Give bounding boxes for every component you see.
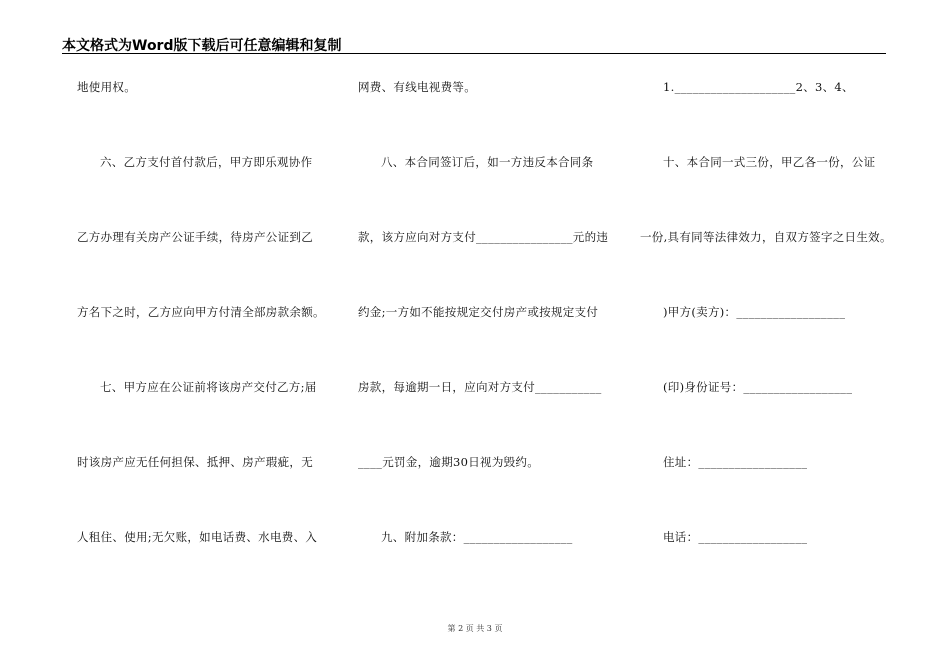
text-line: )甲方(卖方)：__________________ — [663, 305, 846, 319]
text-line: 九、附加条款：__________________ — [381, 530, 573, 544]
text-line: 款，该方应向对方支付________________元的违 — [358, 230, 609, 244]
text-line: 十、本合同一式三份，甲乙各一份，公证 — [663, 155, 876, 169]
text-line: 时该房产应无任何担保、抵押、房产瑕疵，无 — [77, 455, 313, 469]
text-line: 六、乙方支付首付款后，甲方即乐观协作 — [100, 155, 313, 169]
page-header-title: 本文格式为Word版下载后可任意编辑和复制 — [62, 38, 342, 54]
text-line: 乙方办理有关房产公证手续，待房产公证到乙 — [77, 230, 313, 244]
text-line: ____元罚金，逾期30日视为毁约。 — [358, 455, 540, 469]
text-line: 八、本合同签订后，如一方违反本合同条 — [381, 155, 594, 169]
page-number-footer: 第 2 页 共 3 页 — [447, 624, 503, 633]
text-line: 约金;一方如不能按规定交付房产或按规定支付 — [358, 305, 599, 319]
text-line: 人租住、使用;无欠账，如电话费、水电费、入 — [77, 530, 318, 544]
text-line: 住址：__________________ — [663, 455, 808, 469]
text-line: (印)身份证号：__________________ — [663, 380, 853, 394]
text-line: 地使用权。 — [77, 80, 136, 94]
text-line: 网费、有线电视费等。 — [358, 80, 476, 94]
text-line: 七、甲方应在公证前将该房产交付乙方;届 — [100, 380, 317, 394]
text-line: 电话：__________________ — [663, 530, 808, 544]
text-line: 方名下之时，乙方应向甲方付清全部房款余额。 — [77, 305, 325, 319]
text-line: 一份,具有同等法律效力，自双方签字之日生效。 — [640, 230, 892, 244]
text-line: 1.____________________2、3、4、 — [663, 80, 854, 94]
text-line: 房款，每逾期一日，应向对方支付___________ — [358, 380, 602, 394]
header-divider — [62, 53, 886, 54]
